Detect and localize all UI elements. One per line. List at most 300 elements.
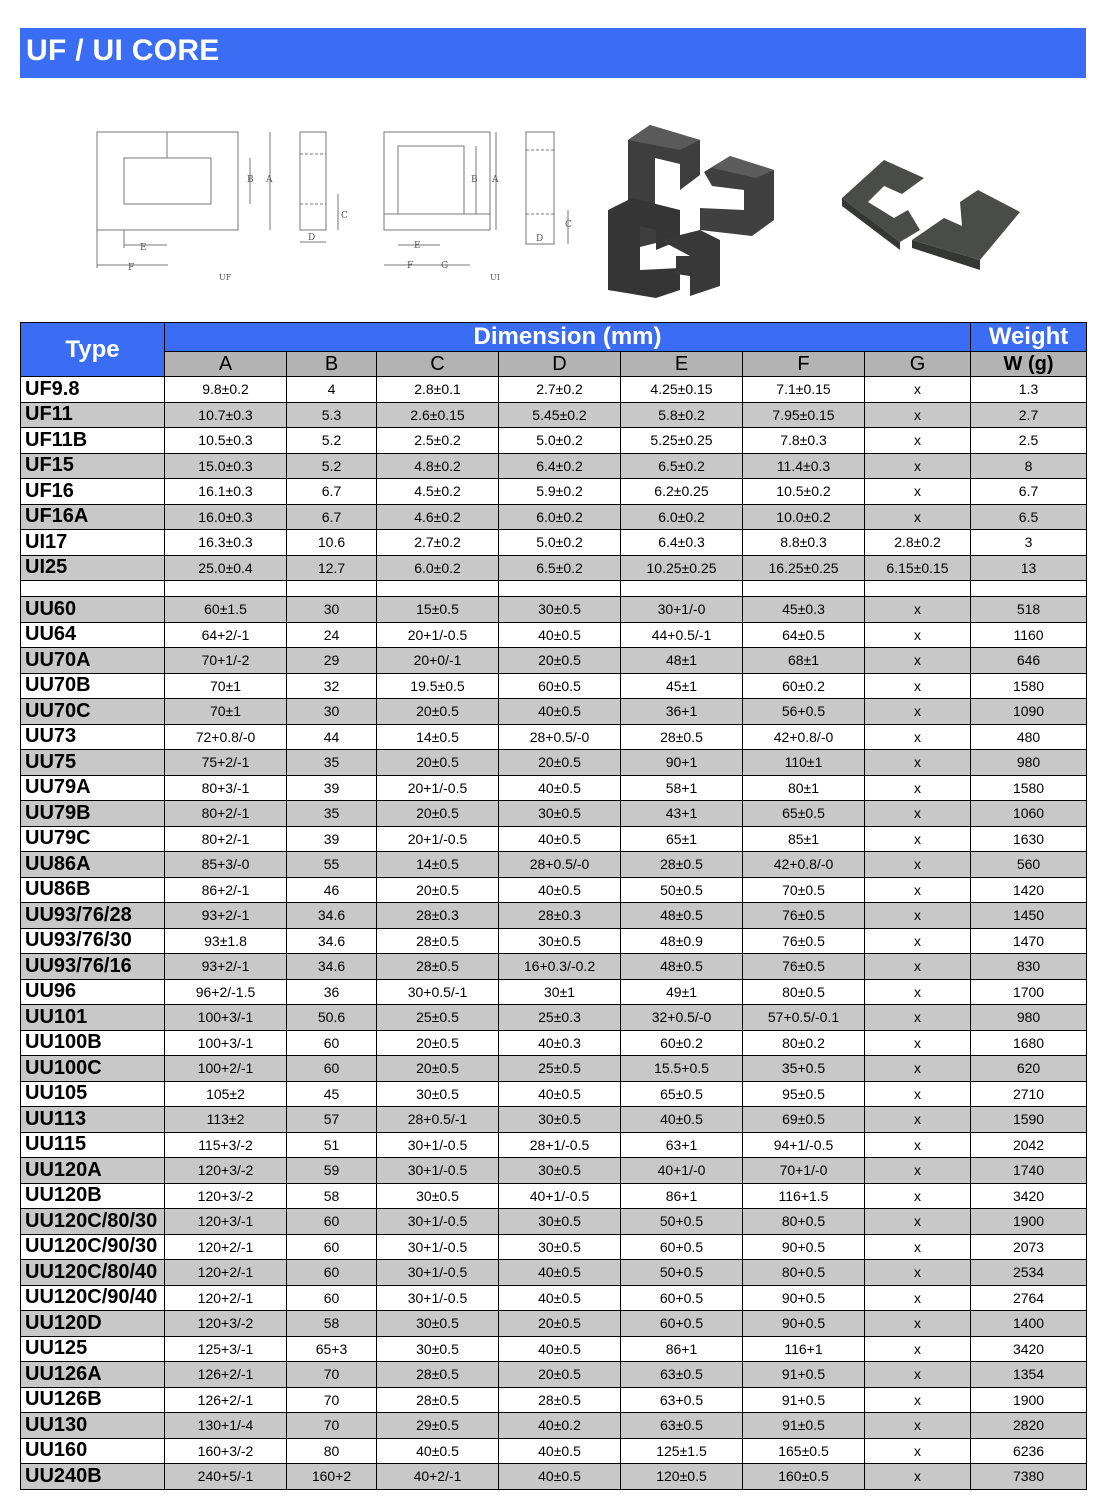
dim-cell-a: 86+2/-1: [165, 877, 287, 903]
weight-cell: 6236: [971, 1438, 1087, 1464]
type-cell: UU120C/90/40: [21, 1285, 165, 1311]
type-cell: UU70B: [21, 673, 165, 699]
dim-cell-f: 7.8±0.3: [743, 428, 865, 454]
dim-cell-c: 30±0.5: [377, 1336, 499, 1362]
dim-cell-a: 70±1: [165, 699, 287, 725]
dim-cell-c: 30+0.5/-1: [377, 979, 499, 1005]
ui-core-photo: [842, 160, 1020, 270]
dim-cell-d: 60±0.5: [499, 673, 621, 699]
dim-cell-a: 15.0±0.3: [165, 453, 287, 479]
dim-cell-d: 5.0±0.2: [499, 530, 621, 556]
dim-cell-b: 32: [287, 673, 377, 699]
dim-cell-b: 39: [287, 826, 377, 852]
dim-cell-a: 115+3/-2: [165, 1132, 287, 1158]
dim-cell-d: 6.5±0.2: [499, 555, 621, 581]
dim-cell-b: 6.7: [287, 504, 377, 530]
dim-cell-a: 125+3/-1: [165, 1336, 287, 1362]
dim-cell-b: 60: [287, 1030, 377, 1056]
dim-cell-f: 90+0.5: [743, 1285, 865, 1311]
dim-cell-g: x: [865, 1183, 971, 1209]
dim-cell-g: 2.8±0.2: [865, 530, 971, 556]
table-row: [21, 1464, 1087, 1490]
weight-cell: 2764: [971, 1285, 1087, 1311]
dim-cell-e: 63±0.5: [621, 1413, 743, 1439]
dim-cell-e: 50+0.5: [621, 1209, 743, 1235]
dim-cell-e: 43+1: [621, 801, 743, 827]
dim-cell-b: 59: [287, 1158, 377, 1184]
weight-cell: 2.7: [971, 402, 1087, 428]
table-row: [21, 724, 1087, 750]
dim-cell-f: 70+1/-0: [743, 1158, 865, 1184]
col-header-g: G: [865, 352, 971, 377]
table-row: [21, 954, 1087, 980]
dim-cell-g: 6.15±0.15: [865, 555, 971, 581]
dim-cell-f: 116+1: [743, 1336, 865, 1362]
dim-cell-d: 30±0.5: [499, 1158, 621, 1184]
type-cell: UU70A: [21, 648, 165, 674]
weight-cell: 980: [971, 750, 1087, 776]
dim-cell-e: 65±0.5: [621, 1081, 743, 1107]
dim-cell-c: 28±0.5: [377, 1387, 499, 1413]
type-cell: UU120B: [21, 1183, 165, 1209]
dim-cell-g: x: [865, 428, 971, 454]
table-row: [21, 453, 1087, 479]
dim-cell-g: x: [865, 826, 971, 852]
dim-cell-e: 86+1: [621, 1183, 743, 1209]
dim-cell-e: 44+0.5/-1: [621, 622, 743, 648]
dim-cell-g: x: [865, 597, 971, 623]
dim-cell-e: 40+1/-0: [621, 1158, 743, 1184]
dim-cell-e: 5.25±0.25: [621, 428, 743, 454]
weight-cell: 2710: [971, 1081, 1087, 1107]
dim-cell-b: 10.6: [287, 530, 377, 556]
type-cell: UF16: [21, 479, 165, 505]
dim-cell-f: 8.8±0.3: [743, 530, 865, 556]
table-row: [21, 597, 1087, 623]
dim-cell-d: 28+0.5/-0: [499, 724, 621, 750]
dim-cell-b: 58: [287, 1311, 377, 1337]
type-cell: UI17: [21, 530, 165, 556]
dim-cell-g: x: [865, 801, 971, 827]
dim-cell-f: 60±0.2: [743, 673, 865, 699]
table-row: [21, 1413, 1087, 1439]
table-row: [21, 622, 1087, 648]
dim-cell-f: 42+0.8/-0: [743, 852, 865, 878]
dim-cell-g: x: [865, 1336, 971, 1362]
fig-label-d2: D: [536, 234, 544, 244]
dim-cell-a: 16.1±0.3: [165, 479, 287, 505]
dim-cell-e: 6.0±0.2: [621, 504, 743, 530]
dim-cell-b: 5.2: [287, 428, 377, 454]
dim-cell-d: 20±0.5: [499, 1311, 621, 1337]
dim-cell-a: 93±1.8: [165, 928, 287, 954]
table-row: [21, 530, 1087, 556]
weight-cell: 2534: [971, 1260, 1087, 1286]
col-header-e: E: [621, 352, 743, 377]
weight-cell: 560: [971, 852, 1087, 878]
dim-cell-d: 40±0.2: [499, 1413, 621, 1439]
dim-cell-g: x: [865, 928, 971, 954]
type-cell: UU86A: [21, 852, 165, 878]
type-cell: UU79C: [21, 826, 165, 852]
fig-label-c2: C: [565, 220, 572, 230]
dim-cell-c: 30±0.5: [377, 1311, 499, 1337]
dim-cell-b: 60: [287, 1056, 377, 1082]
dim-cell-c: 28±0.5: [377, 954, 499, 980]
col-header-b: B: [287, 352, 377, 377]
dim-cell-e: 86+1: [621, 1336, 743, 1362]
dim-cell-c: 4.8±0.2: [377, 453, 499, 479]
dim-cell-g: x: [865, 648, 971, 674]
dim-cell-a: 80+2/-1: [165, 826, 287, 852]
dim-cell-e: 30+1/-0: [621, 597, 743, 623]
dim-cell-e: 125±1.5: [621, 1438, 743, 1464]
table-spacer-row: [21, 581, 1087, 597]
dim-cell-e: 48±1: [621, 648, 743, 674]
weight-cell: 480: [971, 724, 1087, 750]
empty-cell: [287, 581, 377, 597]
dim-cell-c: 19.5±0.5: [377, 673, 499, 699]
dim-cell-d: 40±0.5: [499, 1081, 621, 1107]
dim-cell-f: 76±0.5: [743, 928, 865, 954]
dim-cell-b: 35: [287, 750, 377, 776]
dim-cell-b: 6.7: [287, 479, 377, 505]
weight-cell: 3420: [971, 1336, 1087, 1362]
empty-cell: [165, 581, 287, 597]
dim-cell-e: 63+0.5: [621, 1387, 743, 1413]
dim-cell-b: 44: [287, 724, 377, 750]
dim-cell-a: 120+3/-1: [165, 1209, 287, 1235]
col-header-a: A: [165, 352, 287, 377]
dim-cell-g: x: [865, 402, 971, 428]
dim-cell-g: x: [865, 1311, 971, 1337]
dim-cell-b: 30: [287, 597, 377, 623]
weight-cell: 646: [971, 648, 1087, 674]
dim-cell-a: 120+3/-2: [165, 1183, 287, 1209]
dim-cell-g: x: [865, 1132, 971, 1158]
dim-cell-f: 90+0.5: [743, 1234, 865, 1260]
dim-cell-c: 2.7±0.2: [377, 530, 499, 556]
dim-cell-c: 30±0.5: [377, 1183, 499, 1209]
type-cell: UU86B: [21, 877, 165, 903]
dim-cell-g: x: [865, 877, 971, 903]
dim-cell-d: 5.45±0.2: [499, 402, 621, 428]
dim-cell-f: 90+0.5: [743, 1311, 865, 1337]
dim-cell-b: 55: [287, 852, 377, 878]
table-row: [21, 1132, 1087, 1158]
fig-label-b2: B: [471, 175, 478, 185]
dim-cell-g: x: [865, 903, 971, 929]
dim-cell-a: 85+3/-0: [165, 852, 287, 878]
dim-cell-a: 9.8±0.2: [165, 377, 287, 403]
weight-cell: 6.5: [971, 504, 1087, 530]
page-title: UF / UI CORE: [26, 34, 220, 67]
dim-cell-c: 2.8±0.1: [377, 377, 499, 403]
weight-cell: 2.5: [971, 428, 1087, 454]
dim-cell-b: 5.3: [287, 402, 377, 428]
weight-cell: 1580: [971, 673, 1087, 699]
dim-cell-c: 20±0.5: [377, 750, 499, 776]
dim-cell-f: 7.1±0.15: [743, 377, 865, 403]
dim-cell-d: 25±0.5: [499, 1056, 621, 1082]
dim-cell-g: x: [865, 750, 971, 776]
dim-cell-g: x: [865, 979, 971, 1005]
dim-cell-f: 95±0.5: [743, 1081, 865, 1107]
dim-cell-e: 15.5+0.5: [621, 1056, 743, 1082]
dim-cell-c: 14±0.5: [377, 724, 499, 750]
dim-cell-f: 94+1/-0.5: [743, 1132, 865, 1158]
dim-cell-b: 60: [287, 1234, 377, 1260]
dim-cell-a: 70±1: [165, 673, 287, 699]
dim-cell-b: 34.6: [287, 928, 377, 954]
dim-cell-c: 30+1/-0.5: [377, 1158, 499, 1184]
dim-cell-f: 7.95±0.15: [743, 402, 865, 428]
dim-cell-e: 28±0.5: [621, 852, 743, 878]
col-header-d: D: [499, 352, 621, 377]
dim-cell-g: x: [865, 1056, 971, 1082]
weight-cell: 1590: [971, 1107, 1087, 1133]
dim-cell-d: 30±0.5: [499, 928, 621, 954]
dim-cell-a: 25.0±0.4: [165, 555, 287, 581]
dim-cell-g: x: [865, 1438, 971, 1464]
dim-cell-a: 80+2/-1: [165, 801, 287, 827]
dim-cell-f: 91+0.5: [743, 1387, 865, 1413]
empty-cell: [21, 581, 165, 597]
dim-cell-a: 100+2/-1: [165, 1056, 287, 1082]
table-row: [21, 1234, 1087, 1260]
dim-cell-g: x: [865, 1005, 971, 1031]
dim-cell-f: 10.0±0.2: [743, 504, 865, 530]
dim-cell-b: 70: [287, 1413, 377, 1439]
dim-cell-b: 35: [287, 801, 377, 827]
dim-cell-g: x: [865, 479, 971, 505]
dim-cell-g: x: [865, 504, 971, 530]
dim-cell-e: 49±1: [621, 979, 743, 1005]
dim-cell-a: 120+2/-1: [165, 1234, 287, 1260]
table-row: [21, 979, 1087, 1005]
dim-cell-g: x: [865, 1413, 971, 1439]
weight-cell: 1900: [971, 1387, 1087, 1413]
weight-cell: 620: [971, 1056, 1087, 1082]
table-row: [21, 555, 1087, 581]
dim-cell-f: 69±0.5: [743, 1107, 865, 1133]
dim-cell-d: 40±0.5: [499, 699, 621, 725]
dim-cell-c: 30+1/-0.5: [377, 1234, 499, 1260]
table-row: [21, 750, 1087, 776]
dim-cell-c: 30+1/-0.5: [377, 1209, 499, 1235]
dim-cell-e: 58+1: [621, 775, 743, 801]
fig-label-e1: E: [140, 243, 147, 253]
dim-cell-e: 48±0.5: [621, 903, 743, 929]
weight-cell: 2042: [971, 1132, 1087, 1158]
type-cell: UI25: [21, 555, 165, 581]
dim-cell-f: 65±0.5: [743, 801, 865, 827]
table-row: [21, 1030, 1087, 1056]
dim-cell-a: 100+3/-1: [165, 1030, 287, 1056]
dim-cell-a: 72+0.8/-0: [165, 724, 287, 750]
dim-cell-a: 75+2/-1: [165, 750, 287, 776]
dim-cell-g: x: [865, 1260, 971, 1286]
dim-cell-a: 10.7±0.3: [165, 402, 287, 428]
dim-cell-f: 56+0.5: [743, 699, 865, 725]
dim-cell-b: 57: [287, 1107, 377, 1133]
fig-label-b1: B: [247, 175, 254, 185]
dim-cell-c: 20±0.5: [377, 877, 499, 903]
table-row: [21, 699, 1087, 725]
dim-cell-b: 36: [287, 979, 377, 1005]
dim-cell-d: 40±0.5: [499, 1464, 621, 1490]
weight-cell: 1900: [971, 1209, 1087, 1235]
dim-cell-c: 15±0.5: [377, 597, 499, 623]
type-cell: UF16A: [21, 504, 165, 530]
dim-cell-a: 113±2: [165, 1107, 287, 1133]
dim-cell-b: 12.7: [287, 555, 377, 581]
table-row: [21, 775, 1087, 801]
dim-cell-g: x: [865, 673, 971, 699]
empty-cell: [499, 581, 621, 597]
dim-cell-g: x: [865, 1030, 971, 1056]
dim-cell-a: 105±2: [165, 1081, 287, 1107]
weight-cell: 1160: [971, 622, 1087, 648]
weight-cell: 1700: [971, 979, 1087, 1005]
dim-cell-e: 60+0.5: [621, 1285, 743, 1311]
table-row: [21, 903, 1087, 929]
weight-cell: 1470: [971, 928, 1087, 954]
dimension-drawings: [0, 90, 1104, 310]
dim-cell-f: 110±1: [743, 750, 865, 776]
weight-cell: 1740: [971, 1158, 1087, 1184]
type-cell: UU100B: [21, 1030, 165, 1056]
table-row: [21, 1107, 1087, 1133]
dim-cell-g: x: [865, 1158, 971, 1184]
uf-core-photo: [608, 125, 774, 298]
dim-cell-b: 60: [287, 1260, 377, 1286]
dim-cell-g: x: [865, 1081, 971, 1107]
dim-cell-e: 32+0.5/-0: [621, 1005, 743, 1031]
dim-cell-d: 28+0.5/-0: [499, 852, 621, 878]
table-row: [21, 826, 1087, 852]
table-row: [21, 1438, 1087, 1464]
dim-cell-a: 126+2/-1: [165, 1362, 287, 1388]
table-row: [21, 504, 1087, 530]
dim-cell-e: 28±0.5: [621, 724, 743, 750]
dim-cell-b: 29: [287, 648, 377, 674]
dim-cell-a: 16.3±0.3: [165, 530, 287, 556]
dim-cell-d: 6.4±0.2: [499, 453, 621, 479]
dim-cell-a: 96+2/-1.5: [165, 979, 287, 1005]
table-row: [21, 673, 1087, 699]
fig-label-f1: F: [128, 263, 135, 273]
dim-cell-g: x: [865, 1209, 971, 1235]
uf-window: [124, 158, 211, 204]
type-cell: UU101: [21, 1005, 165, 1031]
ui-drawing-label: UI: [490, 273, 500, 282]
dim-cell-d: 40±0.5: [499, 877, 621, 903]
dim-cell-a: 130+1/-4: [165, 1413, 287, 1439]
fig-label-e2: E: [414, 241, 421, 251]
weight-cell: 8: [971, 453, 1087, 479]
weight-cell: 2073: [971, 1234, 1087, 1260]
type-cell: UU115: [21, 1132, 165, 1158]
weight-cell: 3: [971, 530, 1087, 556]
dim-cell-b: 39: [287, 775, 377, 801]
dim-cell-e: 63±0.5: [621, 1362, 743, 1388]
table-row: [21, 428, 1087, 454]
dim-cell-b: 65+3: [287, 1336, 377, 1362]
dim-cell-c: 30+1/-0.5: [377, 1132, 499, 1158]
fig-label-f2: F: [407, 261, 414, 271]
dim-cell-b: 34.6: [287, 954, 377, 980]
type-cell: UU73: [21, 724, 165, 750]
type-cell: UU75: [21, 750, 165, 776]
type-cell: UU125: [21, 1336, 165, 1362]
dim-cell-c: 28+0.5/-1: [377, 1107, 499, 1133]
dim-cell-c: 20+1/-0.5: [377, 826, 499, 852]
dim-cell-g: x: [865, 852, 971, 878]
dim-cell-e: 60±0.2: [621, 1030, 743, 1056]
dim-cell-d: 28+1/-0.5: [499, 1132, 621, 1158]
type-cell: UU105: [21, 1081, 165, 1107]
fig-label-d1: D: [308, 233, 316, 243]
type-cell: UF15: [21, 453, 165, 479]
dim-cell-d: 40±0.5: [499, 826, 621, 852]
type-cell: UU120C/90/30: [21, 1234, 165, 1260]
dim-cell-f: 10.5±0.2: [743, 479, 865, 505]
dim-cell-f: 160±0.5: [743, 1464, 865, 1490]
weight-cell: 518: [971, 597, 1087, 623]
dim-cell-d: 20±0.5: [499, 1362, 621, 1388]
dim-cell-d: 40+1/-0.5: [499, 1183, 621, 1209]
dim-cell-d: 25±0.3: [499, 1005, 621, 1031]
dim-cell-c: 20±0.5: [377, 801, 499, 827]
dim-cell-e: 50±0.5: [621, 877, 743, 903]
dim-cell-d: 40±0.5: [499, 622, 621, 648]
dim-cell-d: 30±0.5: [499, 597, 621, 623]
dim-cell-g: x: [865, 1234, 971, 1260]
fig-label-g2: G: [441, 261, 449, 271]
dim-cell-f: 11.4±0.3: [743, 453, 865, 479]
dim-cell-d: 30±0.5: [499, 1234, 621, 1260]
dim-cell-f: 35+0.5: [743, 1056, 865, 1082]
empty-cell: [743, 581, 865, 597]
dim-cell-e: 6.5±0.2: [621, 453, 743, 479]
dim-cell-e: 63+1: [621, 1132, 743, 1158]
type-cell: UU160: [21, 1438, 165, 1464]
type-cell: UU126A: [21, 1362, 165, 1388]
weight-cell: 6.7: [971, 479, 1087, 505]
dim-cell-d: 30±0.5: [499, 1107, 621, 1133]
dim-cell-d: 20±0.5: [499, 648, 621, 674]
table-row: [21, 1158, 1087, 1184]
dim-cell-c: 30+1/-0.5: [377, 1285, 499, 1311]
empty-cell: [865, 581, 971, 597]
dim-cell-d: 40±0.3: [499, 1030, 621, 1056]
weight-cell: 1354: [971, 1362, 1087, 1388]
dim-cell-a: 93+2/-1: [165, 903, 287, 929]
type-cell: UU113: [21, 1107, 165, 1133]
dim-cell-d: 5.0±0.2: [499, 428, 621, 454]
table-body: [21, 377, 1087, 1490]
dim-cell-d: 30±0.5: [499, 1209, 621, 1235]
empty-cell: [377, 581, 499, 597]
dim-cell-e: 60+0.5: [621, 1311, 743, 1337]
dim-cell-f: 80±0.2: [743, 1030, 865, 1056]
dim-cell-d: 28±0.3: [499, 903, 621, 929]
weight-cell: 980: [971, 1005, 1087, 1031]
dim-cell-e: 120±0.5: [621, 1464, 743, 1490]
empty-cell: [971, 581, 1087, 597]
type-cell: UU79B: [21, 801, 165, 827]
